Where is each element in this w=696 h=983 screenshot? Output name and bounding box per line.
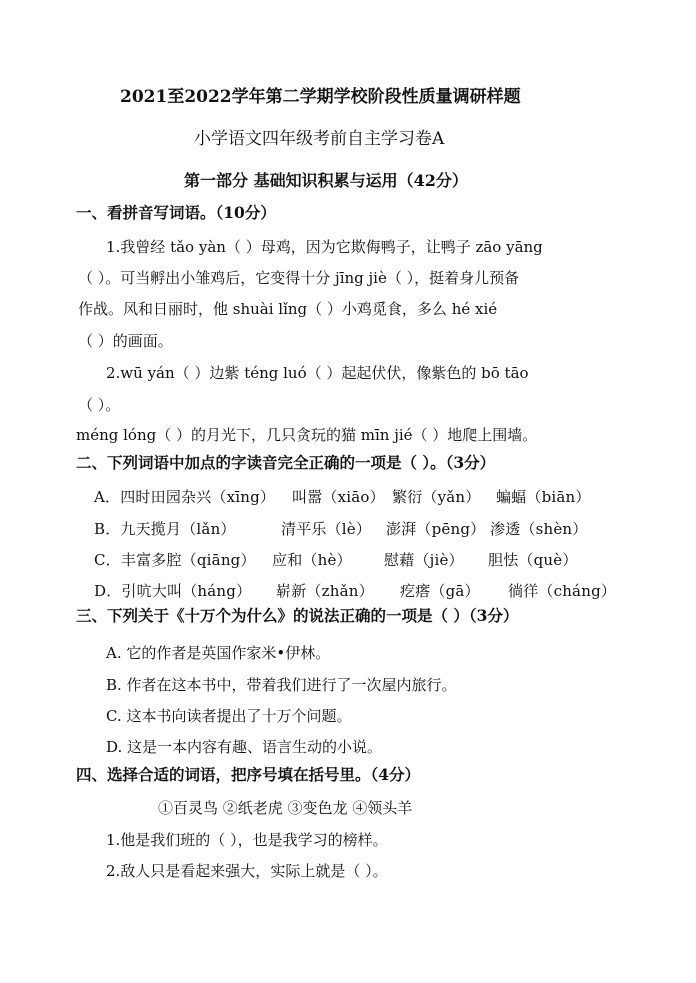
section-3-option: C. 这本书向读者提出了十万个问题。: [106, 707, 352, 725]
section-1-line: （ ）。可当孵出小雏鸡后，它变得十分 jīng jiè（ ），挺着身儿预备: [78, 269, 520, 287]
section-1-heading: 一、看拼音写词语。（10分）: [76, 203, 276, 222]
section-3-option: B. 作者在这本书中，带着我们进行了一次屋内旅行。: [106, 676, 457, 694]
section-1-line: （ ）的画面。: [78, 332, 173, 350]
section-3-heading: 三、下列关于《十万个为什么》的说法正确的一项是（ ）（3分）: [76, 606, 519, 625]
section-4-line: 2.敌人只是看起来强大，实际上就是（ ）。: [106, 862, 388, 880]
section-1-line: méng lóng（ ）的月光下，几只贪玩的猫 mīn jié（ ）地爬上围墙。: [76, 426, 538, 444]
option-d-item: D．引吭大叫（háng）: [94, 582, 252, 600]
section-4-line: 1.他是我们班的（ ），也是我学习的榜样。: [106, 831, 388, 849]
section-3-option: D. 这是一本内容有趣、语言生动的小说。: [106, 738, 383, 756]
option-b-item: 渗透（shèn）: [490, 520, 588, 538]
section-1-line: （ ）。: [78, 396, 121, 414]
section-2-heading: 二、下列词语中加点的字读音完全正确的一项是（ ）。（3分）: [76, 453, 496, 472]
option-d-item: 崭新（zhǎn）: [276, 582, 374, 600]
section-4-choices: ①百灵鸟 ②纸老虎 ③变色龙 ④领头羊: [158, 799, 413, 817]
option-b-item: 澎湃（pēng）: [386, 520, 486, 538]
option-c-item: C．丰富多腔（qiāng）: [94, 551, 256, 569]
option-a-item: 蝙蝠（biān）: [496, 488, 591, 506]
option-c-item: 胆怯（què）: [488, 551, 578, 569]
option-a-item: A．四时田园杂兴（xīng）: [94, 488, 276, 506]
section-1-line: 2.wū yán（ ）边紫 téng luó（ ）起起伏伏，像紫色的 bō tāo: [106, 364, 529, 382]
option-c-item: 慰藉（jiè）: [384, 551, 464, 569]
section-1-line: 1.我曾经 tǎo yàn（ ）母鸡，因为它欺侮鸭子，让鸭子 zāo yāng: [106, 238, 543, 256]
option-a-item: 叫嚣（xiāo）: [292, 488, 385, 506]
exam-subtitle: 小学语文四年级考前自主学习卷A: [194, 129, 445, 149]
option-d-item: 徜徉（cháng）: [508, 582, 617, 600]
section-3-option: A. 它的作者是英国作家米•伊林。: [106, 644, 331, 662]
section-1-line: 作战。风和日丽时，他 shuài lǐng（ ）小鸡觅食，多么 hé xié: [78, 300, 498, 318]
option-d-item: 疙瘩（gā）: [400, 582, 480, 600]
part-one-heading: 第一部分 基础知识积累与运用（42分）: [184, 171, 468, 190]
option-b-item: B．九天揽月（lǎn）: [94, 520, 236, 538]
option-c-item: 应和（hè）: [272, 551, 352, 569]
exam-title: 2021至2022学年第二学期学校阶段性质量调研样题: [120, 87, 521, 107]
option-a-item: 繁衍（yǎn）: [392, 488, 481, 506]
section-4-heading: 四、选择合适的词语，把序号填在括号里。（4分）: [76, 765, 421, 784]
option-b-item: 清平乐（lè）: [281, 520, 372, 538]
